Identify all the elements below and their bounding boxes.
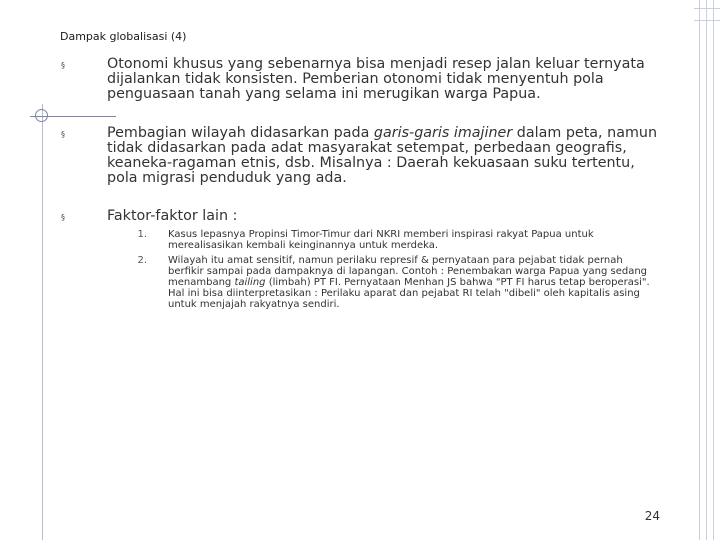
- bullet-text-2-before: Pembagian wilayah didasarkan pada: [107, 125, 374, 141]
- bullet-text-3: Faktor-faktor lain :: [107, 208, 238, 224]
- subitem-number-2: 2.: [137, 255, 147, 266]
- bullet-marker: §: [61, 61, 65, 70]
- crosshair-circle: [35, 109, 48, 122]
- subitem-number-1: 1.: [137, 229, 147, 240]
- subitem-text-1: Kasus lepasnya Propinsi Timor-Timur dari NKRI memberi inspirasi rakyat Papua untuk merealisasikan kembali keinginannya untuk merdeka.: [168, 229, 594, 251]
- bullet-marker: §: [61, 130, 65, 139]
- subitem-text-2: [168, 255, 658, 310]
- slide-title: Dampak globalisasi (4): [60, 30, 187, 43]
- bullet-text-1: Otonomi khusus yang sebenarnya bisa menjadi resep jalan keluar ternyata dijalankan tidak konsisten. Pemberian otonomi tidak menyentuh pola penguasaan tanah yang selama ini merugikan warga Papua.: [107, 56, 645, 102]
- bullet-text-2: [107, 126, 667, 186]
- decorative-grid: [694, 0, 720, 540]
- bullet-text-2-after: dalam peta, namun tidak didasarkan pada adat masyarakat setempat, perbedaan geografis, keaneka-ragaman etnis, dsb. Misalnya : Daerah kekuasaan suku tertentu, pola migrasi penduduk yang ada.: [107, 125, 658, 186]
- crosshair-vertical-line: [42, 104, 43, 540]
- subitem-text-2-italic: tailing: [234, 277, 266, 288]
- page-number: 24: [644, 509, 660, 523]
- bullet-text-2-italic: garis-garis imajiner: [373, 125, 513, 141]
- subitem-text-2-before: Wilayah itu amat sensitif, namun perilaku represif & pernyataan para pejabat tidak pernah berfikir sampai pada dampaknya di lapangan. Contoh : Penembakan warga Papua yang sedang menambang: [168, 255, 648, 288]
- bullet-marker: §: [61, 213, 65, 222]
- subitem-text-2-after: (limbah) PT FI. Pernyataan Menhan JS bahwa "PT FI harus tetap beroperasi". Hal ini bisa diinterpretasikan : Perilaku aparat dan pejabat RI telah "dibeli" oleh kapitalis asing untuk menjajah rakyatnya sendiri.: [168, 277, 650, 310]
